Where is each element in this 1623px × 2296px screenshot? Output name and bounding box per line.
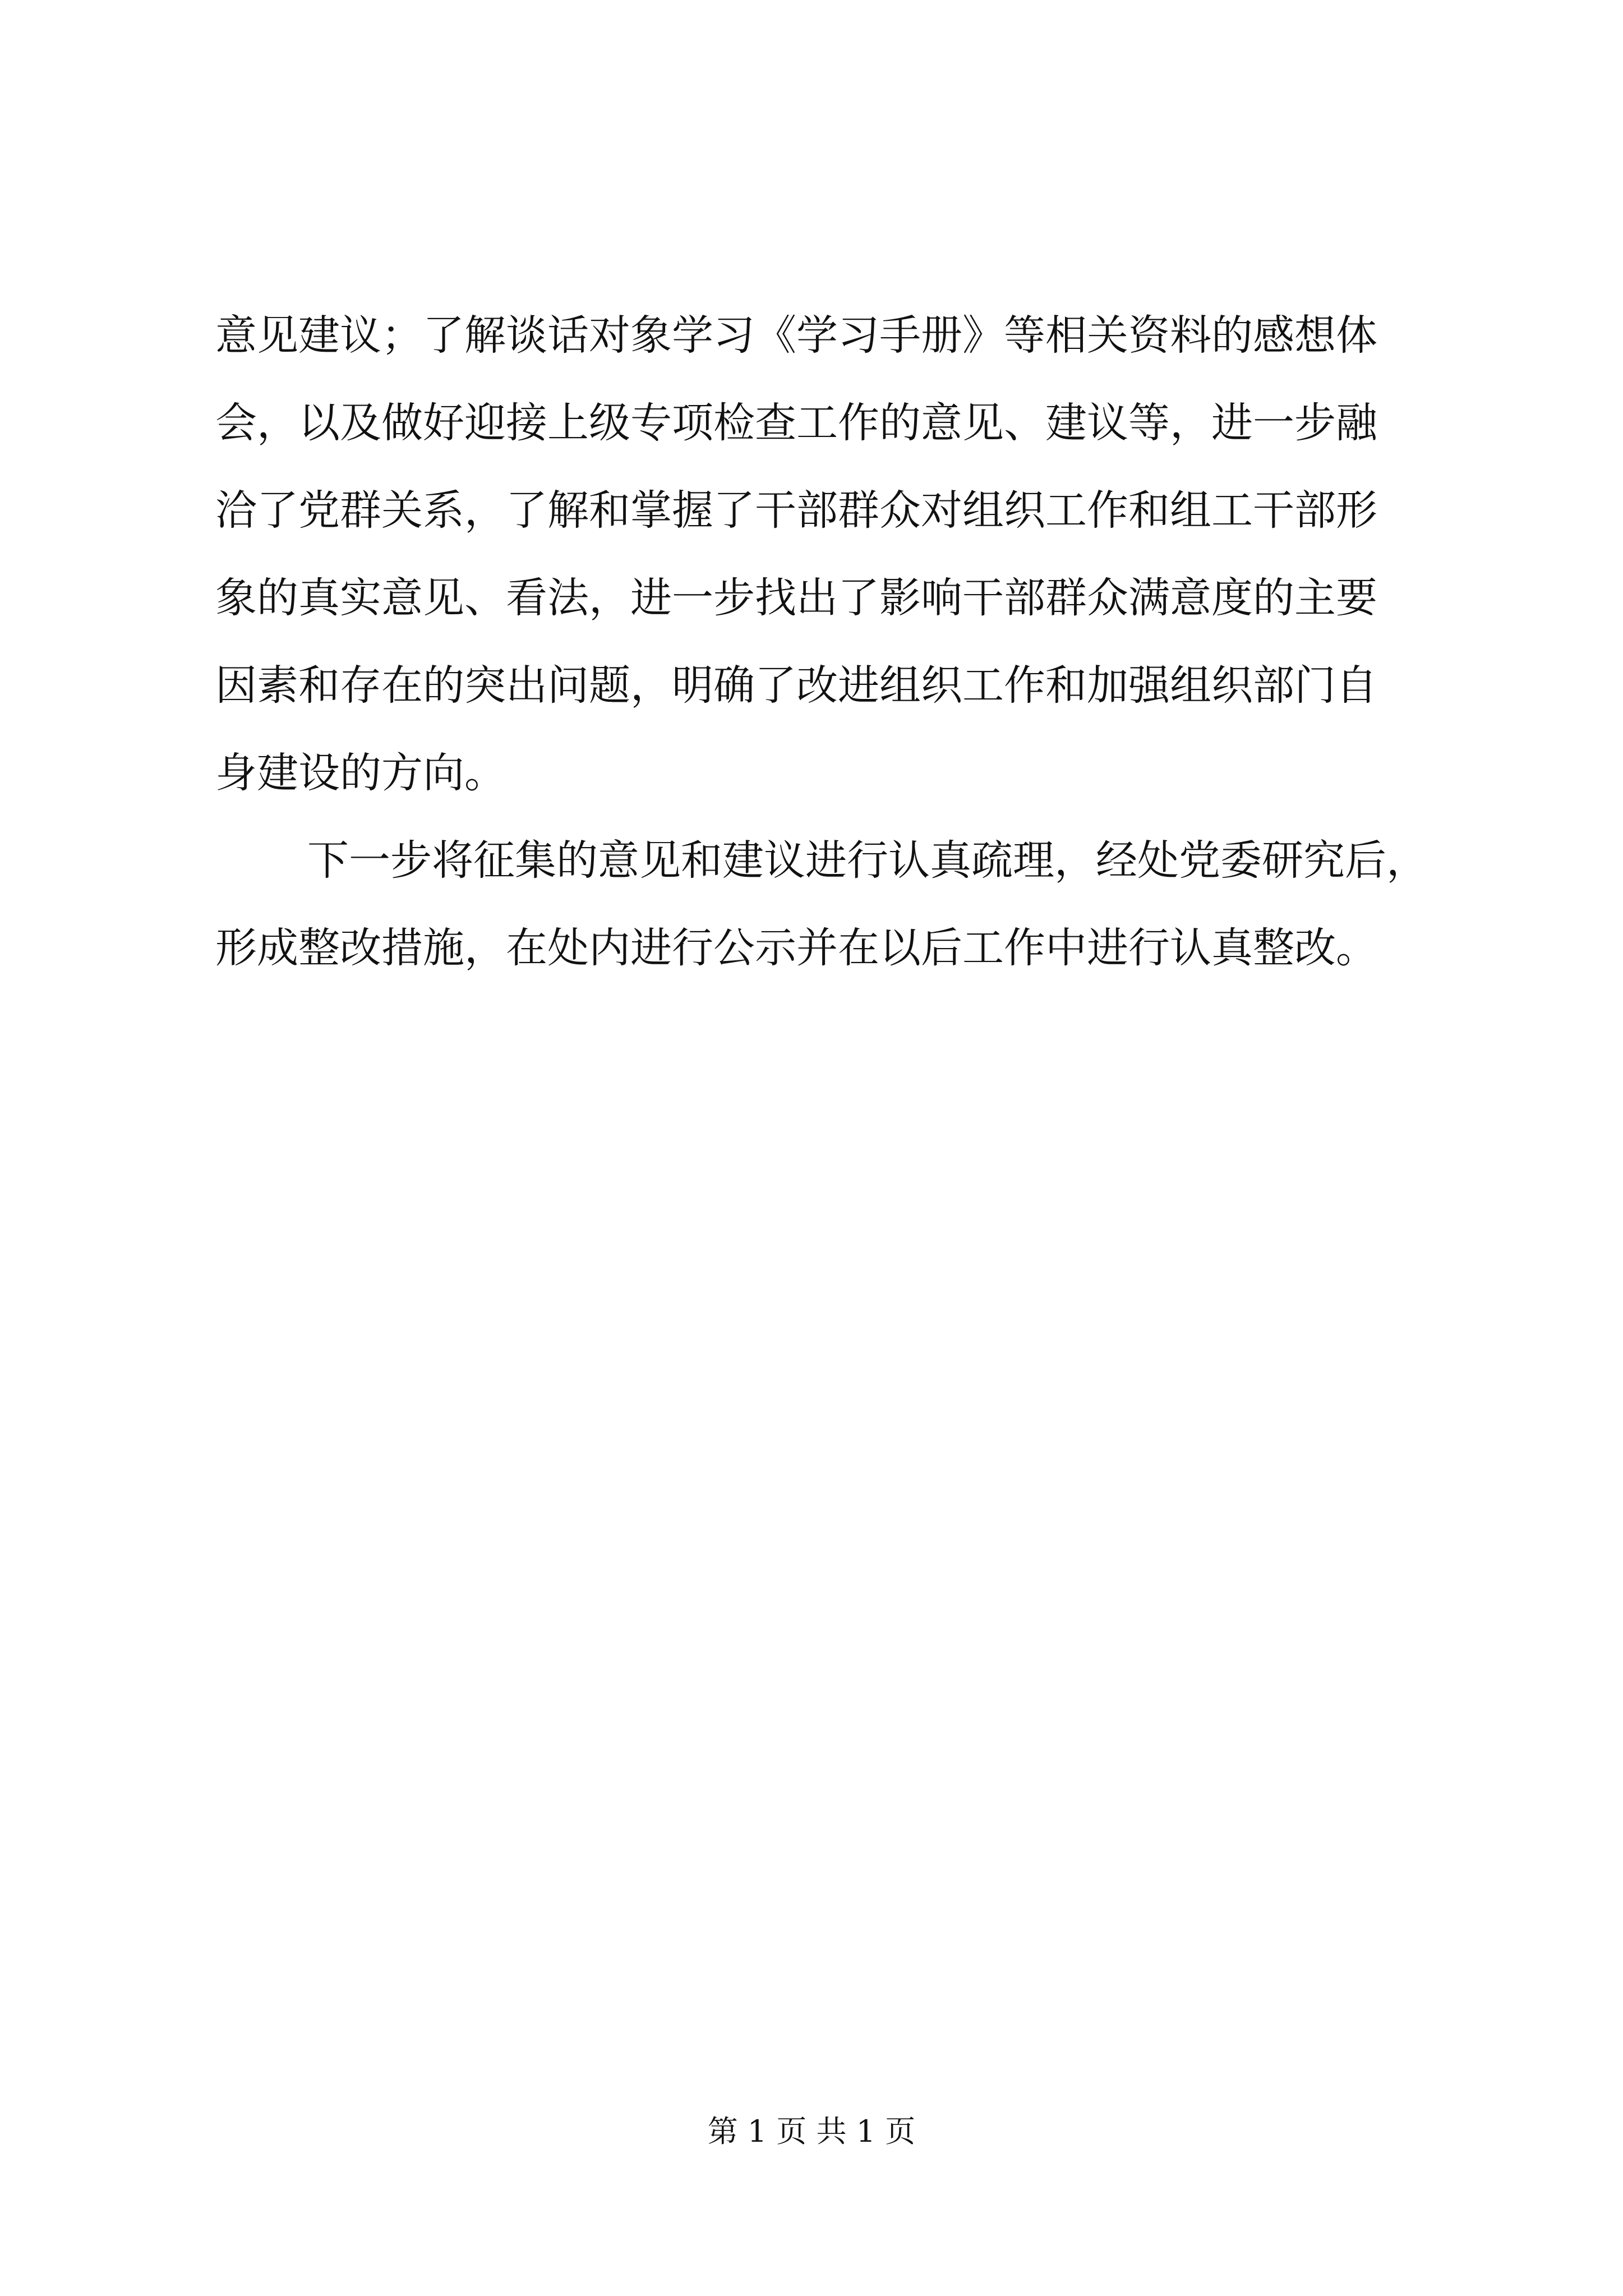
page-number: 第 1 页 共 1 页 xyxy=(707,2114,916,2149)
paragraph-1 xyxy=(215,292,1438,817)
paragraph-2-line: 下一步将征集的意见和建议进行认真疏理，经处党委研究后， xyxy=(307,836,1428,885)
document-body xyxy=(215,292,1438,992)
paragraph-1-line: 因素和存在的突出问题，明确了改进组织工作和加强组织部门自 xyxy=(215,661,1377,710)
paragraph-1-line: 意见建议；了解谈话对象学习《学习手册》等相关资料的感想体 xyxy=(215,311,1377,360)
paragraph-2-line: 形成整改措施，在处内进行公示并在以后工作中进行认真整改。 xyxy=(215,924,1377,972)
paragraph-1-line: 洽了党群关系，了解和掌握了干部群众对组织工作和组工干部形 xyxy=(215,486,1377,535)
paragraph-1-line: 会，以及做好迎接上级专项检查工作的意见、建议等，进一步融 xyxy=(215,399,1377,447)
paragraph-1-line: 身建设的方向。 xyxy=(215,749,506,797)
paragraph-1-line: 象的真实意见、看法，进一步找出了影响干部群众满意度的主要 xyxy=(215,574,1377,622)
paragraph-2 xyxy=(215,817,1438,992)
page-footer xyxy=(0,2109,1623,2154)
